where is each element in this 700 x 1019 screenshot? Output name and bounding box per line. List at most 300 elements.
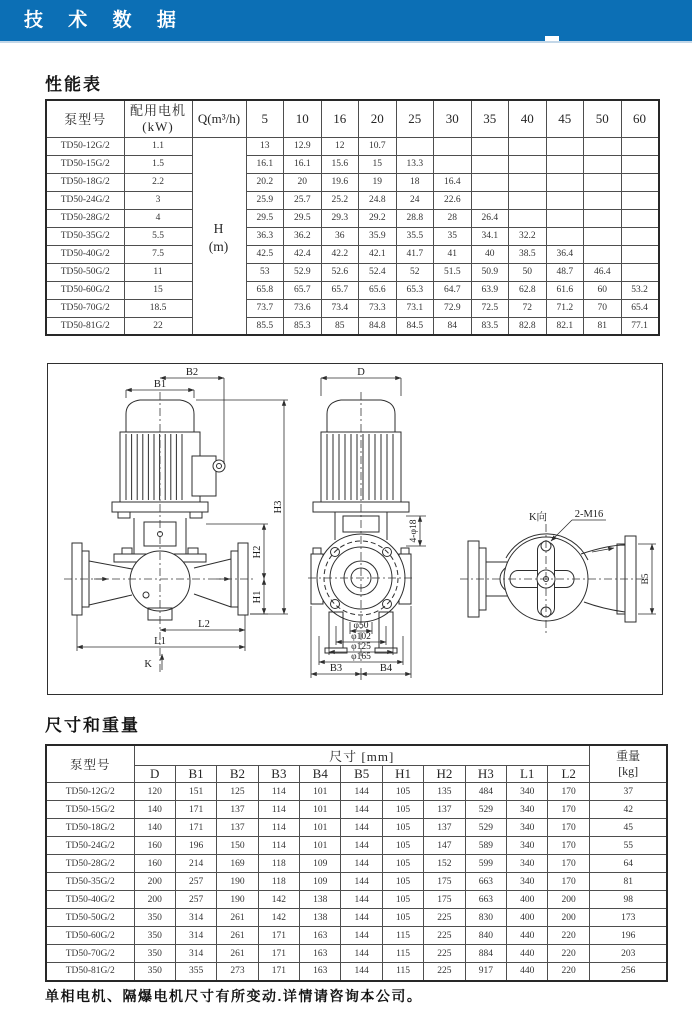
dim-label-h2: H2 [252, 545, 263, 559]
head-value-cell [584, 245, 622, 263]
pump-model-header: 泵型号 [46, 100, 124, 137]
head-value-cell [546, 155, 584, 173]
performance-table-row [46, 155, 659, 173]
dim-label-phi165: φ165 [351, 652, 371, 662]
head-value-cell: 81 [584, 317, 622, 335]
size-value-cell: 142 [258, 909, 299, 927]
size-value-cell: 144 [341, 945, 382, 963]
head-value-cell [509, 137, 547, 155]
size-value-cell: 140 [134, 801, 175, 819]
head-value-cell: 63.9 [471, 281, 509, 299]
dimensions-section-heading: 尺寸和重量 [45, 716, 140, 735]
size-value-cell: 138 [300, 909, 341, 927]
head-value-cell: 73.4 [321, 299, 359, 317]
size-value-cell: 114 [258, 837, 299, 855]
head-value-cell: 19.6 [321, 173, 359, 191]
size-value-cell: 200 [548, 891, 590, 909]
pump-model-cell: TD50-60G/2 [46, 281, 124, 299]
size-value-cell: 144 [341, 783, 382, 801]
head-value-cell: 52.9 [284, 263, 322, 281]
size-value-cell: 114 [258, 783, 299, 801]
size-value-cell: 200 [548, 909, 590, 927]
size-value-cell: 138 [300, 891, 341, 909]
size-value-cell: 190 [217, 891, 258, 909]
pump-model-header: 泵型号 [46, 745, 134, 783]
size-value-cell: 144 [341, 891, 382, 909]
weight-value-cell: 256 [589, 963, 667, 981]
size-value-cell: 440 [507, 945, 548, 963]
head-value-cell: 65.7 [284, 281, 322, 299]
pump-model-cell: TD50-70G/2 [46, 945, 134, 963]
size-value-cell: 170 [548, 873, 590, 891]
pump-model-cell: TD50-12G/2 [46, 137, 124, 155]
pump-model-cell: TD50-18G/2 [46, 819, 134, 837]
pump-model-cell: TD50-35G/2 [46, 873, 134, 891]
size-value-cell: 105 [382, 909, 423, 927]
head-value-cell: 51.5 [434, 263, 472, 281]
performance-table-row [46, 209, 659, 227]
size-value-cell: 144 [341, 801, 382, 819]
size-value-cell: 220 [548, 963, 590, 981]
size-value-cell: 340 [507, 855, 548, 873]
flow-col-header: 10 [284, 100, 322, 137]
head-value-cell [621, 173, 659, 191]
motor-power-cell: 4 [124, 209, 192, 227]
head-value-cell: 72.5 [471, 299, 509, 317]
size-value-cell: 355 [175, 963, 216, 981]
pump-model-cell: TD50-40G/2 [46, 891, 134, 909]
head-value-cell: 16.4 [434, 173, 472, 191]
pump-model-cell: TD50-24G/2 [46, 837, 134, 855]
size-value-cell: 171 [258, 963, 299, 981]
head-value-cell [546, 209, 584, 227]
dim-label-l1: L1 [154, 636, 166, 647]
head-value-cell [396, 137, 434, 155]
performance-table-row [46, 245, 659, 263]
dim-label-phi50: φ50 [353, 621, 369, 631]
size-value-cell: 917 [465, 963, 506, 981]
head-value-cell: 36.4 [546, 245, 584, 263]
size-value-cell: 170 [548, 783, 590, 801]
head-value-cell: 64.7 [434, 281, 472, 299]
weight-value-cell: 64 [589, 855, 667, 873]
head-value-cell: 29.2 [359, 209, 397, 227]
head-value-cell: 36.3 [246, 227, 284, 245]
size-col-header: L1 [507, 766, 548, 783]
head-value-cell: 41 [434, 245, 472, 263]
head-value-cell: 52.6 [321, 263, 359, 281]
size-value-cell: 118 [258, 873, 299, 891]
weight-value-cell: 98 [589, 891, 667, 909]
head-value-cell [471, 155, 509, 173]
pump-model-cell: TD50-50G/2 [46, 909, 134, 927]
head-value-cell: 85.5 [246, 317, 284, 335]
size-value-cell: 160 [134, 855, 175, 873]
size-value-cell: 163 [300, 927, 341, 945]
weight-header-line2: [kg] [618, 764, 639, 778]
size-value-cell: 529 [465, 819, 506, 837]
size-value-cell: 340 [507, 873, 548, 891]
size-value-cell: 225 [424, 909, 465, 927]
dimensions-header-row2 [46, 766, 667, 783]
head-value-cell: 42.2 [321, 245, 359, 263]
motor-power-cell: 11 [124, 263, 192, 281]
flow-col-header: 60 [621, 100, 659, 137]
performance-table-row [46, 191, 659, 209]
head-value-cell: 29.5 [284, 209, 322, 227]
banner-edge-line [0, 41, 692, 43]
size-value-cell: 484 [465, 783, 506, 801]
size-value-cell: 144 [341, 819, 382, 837]
weight-header [589, 745, 667, 783]
dimensions-table-row [46, 891, 667, 909]
size-value-cell: 400 [507, 891, 548, 909]
head-value-cell: 18 [396, 173, 434, 191]
motor-power-cell: 2.2 [124, 173, 192, 191]
dimensions-table-row [46, 927, 667, 945]
size-value-cell: 171 [175, 819, 216, 837]
head-value-cell: 70 [584, 299, 622, 317]
dimensions-table [45, 744, 668, 982]
size-value-cell: 169 [217, 855, 258, 873]
dimensions-table-row [46, 783, 667, 801]
view-label-k: K向 [528, 512, 548, 523]
size-value-cell: 137 [217, 801, 258, 819]
size-value-cell: 144 [341, 909, 382, 927]
flow-col-header: 35 [471, 100, 509, 137]
head-value-cell: 52 [396, 263, 434, 281]
head-value-cell [509, 155, 547, 173]
head-value-cell: 29.5 [246, 209, 284, 227]
head-value-cell: 12 [321, 137, 359, 155]
pump-model-cell: TD50-28G/2 [46, 855, 134, 873]
size-value-cell: 137 [217, 819, 258, 837]
size-value-cell: 314 [175, 945, 216, 963]
head-value-cell [471, 137, 509, 155]
weight-value-cell: 45 [589, 819, 667, 837]
head-value-cell [621, 263, 659, 281]
head-value-cell: 77.1 [621, 317, 659, 335]
dim-label-phi125: φ125 [351, 642, 371, 652]
dimensions-table-row [46, 855, 667, 873]
size-value-cell: 340 [507, 819, 548, 837]
motor-power-cell: 15 [124, 281, 192, 299]
dimensions-table-row [46, 909, 667, 927]
size-value-cell: 101 [300, 819, 341, 837]
head-value-cell: 22.6 [434, 191, 472, 209]
size-value-cell: 261 [217, 909, 258, 927]
size-value-cell: 220 [548, 945, 590, 963]
size-col-header: B2 [217, 766, 258, 783]
head-value-cell [621, 137, 659, 155]
dim-label-phi102: φ102 [351, 632, 371, 642]
head-value-cell: 26.4 [471, 209, 509, 227]
performance-section-heading: 性能表 [45, 75, 102, 94]
size-group-header: 尺寸 [mm] [134, 745, 589, 766]
size-value-cell: 350 [134, 927, 175, 945]
dim-label-k: K [144, 659, 152, 670]
head-value-cell [584, 227, 622, 245]
head-value-cell: 60 [584, 281, 622, 299]
size-value-cell: 261 [217, 945, 258, 963]
size-value-cell: 225 [424, 963, 465, 981]
pump-model-cell: TD50-12G/2 [46, 783, 134, 801]
head-value-cell: 28.8 [396, 209, 434, 227]
motor-power-cell: 1.5 [124, 155, 192, 173]
head-value-cell: 50 [509, 263, 547, 281]
front-view [64, 367, 288, 672]
head-value-cell: 16.1 [246, 155, 284, 173]
size-value-cell: 160 [134, 837, 175, 855]
weight-value-cell: 55 [589, 837, 667, 855]
dim-label-b1: B1 [153, 379, 167, 390]
head-value-cell: 85.3 [284, 317, 322, 335]
dim-label-b2: B2 [185, 367, 199, 378]
head-value-cell: 38.5 [509, 245, 547, 263]
size-value-cell: 175 [424, 891, 465, 909]
head-value-cell [546, 227, 584, 245]
size-value-cell: 105 [382, 801, 423, 819]
size-col-header: B4 [300, 766, 341, 783]
size-value-cell: 599 [465, 855, 506, 873]
head-value-cell: 42.1 [359, 245, 397, 263]
size-value-cell: 144 [341, 837, 382, 855]
size-value-cell: 137 [424, 819, 465, 837]
pump-model-cell: TD50-50G/2 [46, 263, 124, 281]
weight-value-cell: 196 [589, 927, 667, 945]
head-value-cell: 73.1 [396, 299, 434, 317]
flow-col-header: 45 [546, 100, 584, 137]
size-col-header: H1 [382, 766, 423, 783]
head-unit-line2: (m) [208, 238, 229, 254]
head-value-cell [546, 137, 584, 155]
dimensions-table-row [46, 837, 667, 855]
flow-col-header: 40 [509, 100, 547, 137]
head-value-cell: 28 [434, 209, 472, 227]
size-value-cell: 171 [258, 927, 299, 945]
size-value-cell: 105 [382, 837, 423, 855]
motor-power-header-line2: (kW) [142, 118, 174, 134]
dim-label-bolt-holes: 4-φ18 [409, 519, 419, 543]
head-value-cell: 19 [359, 173, 397, 191]
performance-table-row [46, 299, 659, 317]
weight-value-cell: 42 [589, 801, 667, 819]
head-value-cell: 53 [246, 263, 284, 281]
size-value-cell: 144 [341, 927, 382, 945]
size-value-cell: 120 [134, 783, 175, 801]
head-value-cell [434, 137, 472, 155]
size-value-cell: 105 [382, 891, 423, 909]
head-value-cell: 24 [396, 191, 434, 209]
size-value-cell: 101 [300, 801, 341, 819]
pump-model-cell: TD50-40G/2 [46, 245, 124, 263]
size-value-cell: 105 [382, 783, 423, 801]
size-value-cell: 105 [382, 855, 423, 873]
performance-table-row [46, 137, 659, 155]
head-value-cell: 65.4 [621, 299, 659, 317]
head-value-cell: 16.1 [284, 155, 322, 173]
motor-power-cell: 22 [124, 317, 192, 335]
head-value-cell: 25.2 [321, 191, 359, 209]
side-view [308, 367, 426, 680]
size-value-cell: 137 [424, 801, 465, 819]
size-value-cell: 114 [258, 819, 299, 837]
size-value-cell: 150 [217, 837, 258, 855]
k-direction-view [460, 509, 656, 634]
head-value-cell: 53.2 [621, 281, 659, 299]
flow-col-header: 25 [396, 100, 434, 137]
size-value-cell: 142 [258, 891, 299, 909]
size-value-cell: 175 [424, 873, 465, 891]
head-value-cell: 15 [359, 155, 397, 173]
head-value-cell: 13.3 [396, 155, 434, 173]
performance-table-row [46, 227, 659, 245]
head-value-cell [621, 191, 659, 209]
size-value-cell: 350 [134, 945, 175, 963]
size-col-header: B5 [341, 766, 382, 783]
head-value-cell [546, 173, 584, 191]
size-value-cell: 163 [300, 945, 341, 963]
head-value-cell: 12.9 [284, 137, 322, 155]
pump-model-cell: TD50-15G/2 [46, 801, 134, 819]
size-col-header: D [134, 766, 175, 783]
head-value-cell: 65.8 [246, 281, 284, 299]
dim-label-b4: B4 [379, 663, 393, 674]
head-value-cell [584, 191, 622, 209]
size-value-cell: 257 [175, 873, 216, 891]
dim-label-b3: B3 [329, 663, 343, 674]
head-value-cell: 42.4 [284, 245, 322, 263]
head-value-cell: 84 [434, 317, 472, 335]
size-value-cell: 261 [217, 927, 258, 945]
size-value-cell: 350 [134, 909, 175, 927]
size-value-cell: 114 [258, 801, 299, 819]
pump-model-cell: TD50-81G/2 [46, 317, 124, 335]
motor-power-header [124, 100, 192, 137]
flow-col-header: 20 [359, 100, 397, 137]
head-value-cell [434, 155, 472, 173]
head-value-cell: 72 [509, 299, 547, 317]
head-value-cell: 72.9 [434, 299, 472, 317]
size-value-cell: 214 [175, 855, 216, 873]
head-value-cell: 40 [471, 245, 509, 263]
flow-col-header: 30 [434, 100, 472, 137]
size-value-cell: 171 [258, 945, 299, 963]
flow-rate-header: Q(m³/h) [192, 100, 246, 137]
head-value-cell: 42.5 [246, 245, 284, 263]
pump-model-cell: TD50-70G/2 [46, 299, 124, 317]
head-value-cell: 35.9 [359, 227, 397, 245]
head-value-cell: 65.3 [396, 281, 434, 299]
performance-table-row [46, 281, 659, 299]
head-value-cell: 25.9 [246, 191, 284, 209]
pump-outline-drawing [47, 363, 663, 695]
head-value-cell [509, 209, 547, 227]
head-value-cell: 85 [321, 317, 359, 335]
head-value-cell: 61.6 [546, 281, 584, 299]
pump-model-cell: TD50-15G/2 [46, 155, 124, 173]
weight-value-cell: 37 [589, 783, 667, 801]
size-value-cell: 225 [424, 945, 465, 963]
size-value-cell: 840 [465, 927, 506, 945]
pump-model-cell: TD50-24G/2 [46, 191, 124, 209]
size-value-cell: 200 [134, 873, 175, 891]
head-value-cell [546, 191, 584, 209]
size-value-cell: 115 [382, 945, 423, 963]
size-value-cell: 589 [465, 837, 506, 855]
performance-table [45, 99, 660, 336]
head-value-cell: 50.9 [471, 263, 509, 281]
dimensions-table-row [46, 963, 667, 981]
head-value-cell [509, 191, 547, 209]
dim-label-b5: B5 [641, 573, 651, 585]
head-value-cell: 84.8 [359, 317, 397, 335]
size-value-cell: 340 [507, 801, 548, 819]
head-value-cell: 73.7 [246, 299, 284, 317]
size-value-cell: 118 [258, 855, 299, 873]
flow-col-header: 50 [584, 100, 622, 137]
weight-value-cell: 81 [589, 873, 667, 891]
dim-label-h1: H1 [252, 590, 263, 604]
head-value-cell: 32.2 [509, 227, 547, 245]
head-value-cell: 48.7 [546, 263, 584, 281]
size-value-cell: 101 [300, 837, 341, 855]
size-value-cell: 314 [175, 927, 216, 945]
size-value-cell: 529 [465, 801, 506, 819]
head-unit-line1: H [213, 220, 224, 236]
head-value-cell: 62.8 [509, 281, 547, 299]
head-value-cell: 36 [321, 227, 359, 245]
size-value-cell: 147 [424, 837, 465, 855]
head-value-cell: 13 [246, 137, 284, 155]
head-value-cell [584, 173, 622, 191]
size-value-cell: 125 [217, 783, 258, 801]
head-value-cell [621, 155, 659, 173]
size-value-cell: 144 [341, 855, 382, 873]
head-value-cell: 10.7 [359, 137, 397, 155]
pump-model-cell: TD50-28G/2 [46, 209, 124, 227]
dim-label-h3: H3 [273, 500, 284, 514]
size-value-cell: 663 [465, 873, 506, 891]
head-value-cell: 20.2 [246, 173, 284, 191]
head-value-cell: 65.7 [321, 281, 359, 299]
head-unit-label [192, 138, 245, 337]
page-banner [0, 0, 692, 41]
weight-value-cell: 173 [589, 909, 667, 927]
footnote: 单相电机、隔爆电机尺寸有所变动.详情请咨询本公司。 [45, 988, 423, 1004]
size-value-cell: 220 [548, 927, 590, 945]
head-value-cell [621, 209, 659, 227]
performance-table-row [46, 173, 659, 191]
size-value-cell: 105 [382, 873, 423, 891]
head-value-cell: 29.3 [321, 209, 359, 227]
size-col-header: B1 [175, 766, 216, 783]
flow-col-header: 5 [246, 100, 284, 137]
size-value-cell: 196 [175, 837, 216, 855]
performance-table-row [46, 317, 659, 335]
size-value-cell: 884 [465, 945, 506, 963]
pump-model-cell: TD50-18G/2 [46, 173, 124, 191]
weight-header-line1: 重量 [616, 749, 641, 763]
motor-power-cell: 5.5 [124, 227, 192, 245]
size-value-cell: 115 [382, 963, 423, 981]
size-value-cell: 105 [382, 819, 423, 837]
head-value-cell [471, 173, 509, 191]
size-value-cell: 144 [341, 873, 382, 891]
head-value-cell: 73.6 [284, 299, 322, 317]
head-value-cell [584, 137, 622, 155]
head-value-cell: 73.3 [359, 299, 397, 317]
